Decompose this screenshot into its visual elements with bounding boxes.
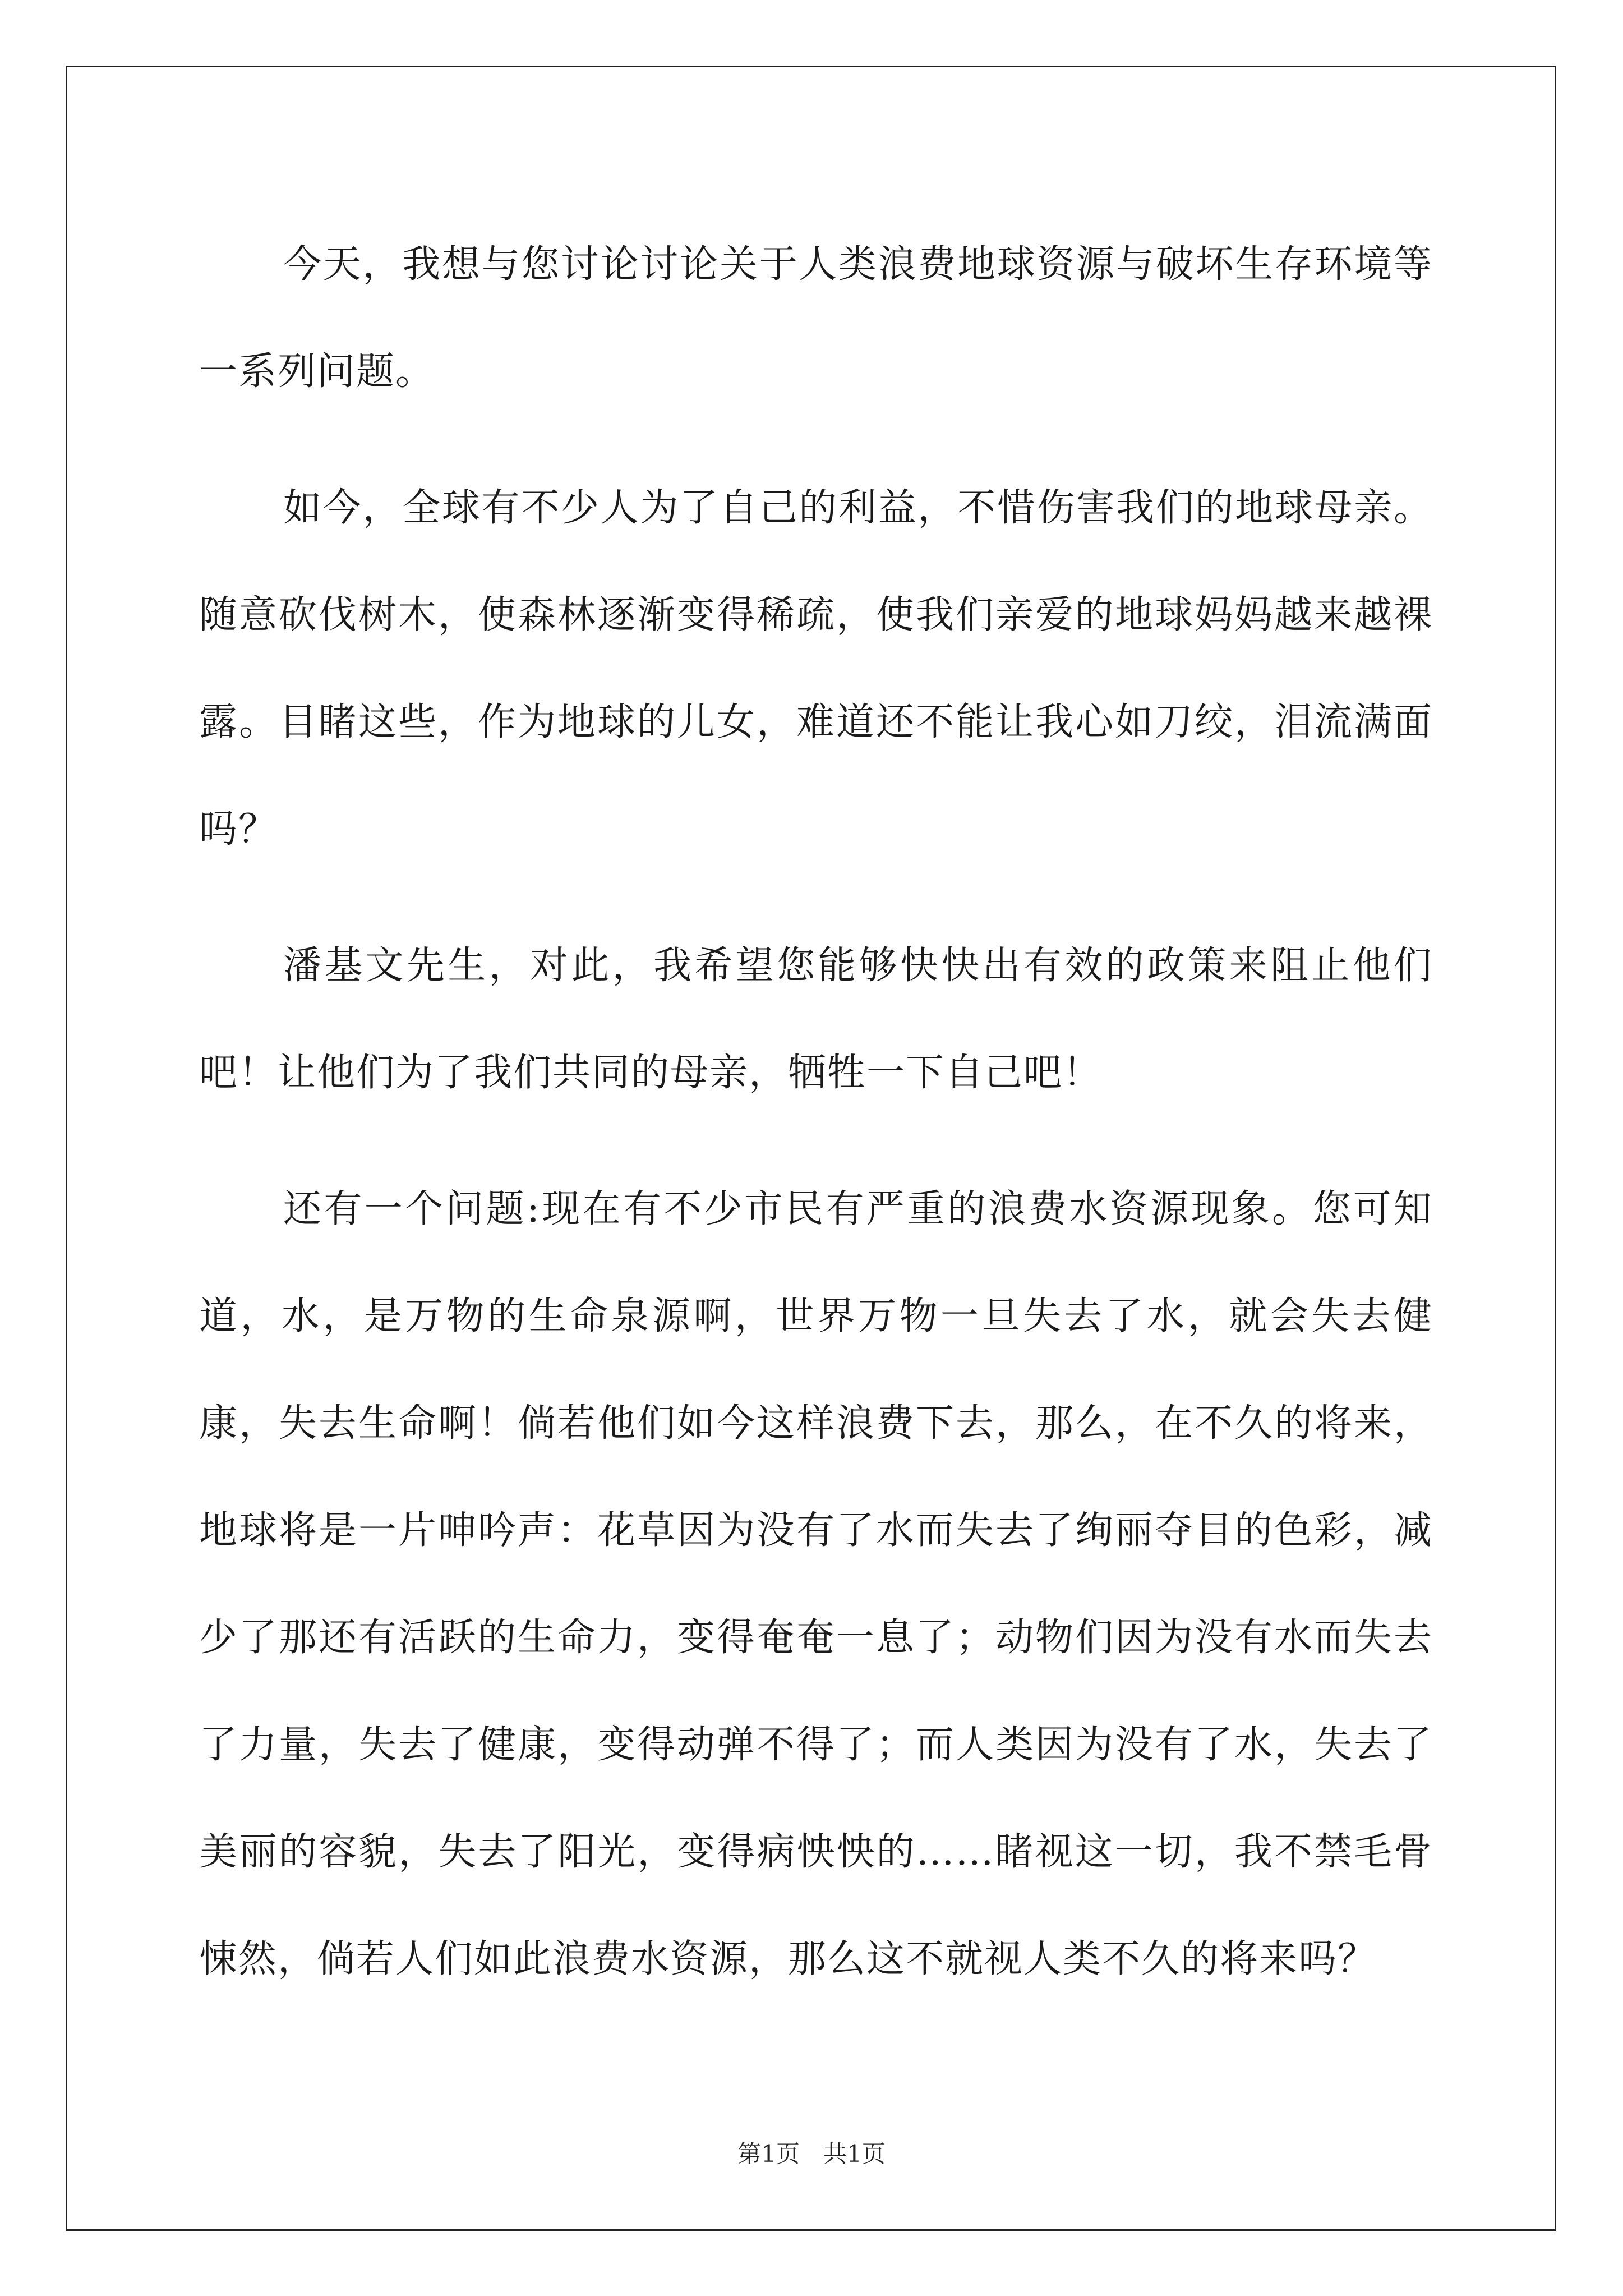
page-number-footer: 第1页 共1页	[737, 2140, 886, 2168]
paragraph-3: 潘基文先生，对此，我希望您能够快快出有效的政策来阻止他们吧！让他们为了我们共同的母亲，牺牲一下自己吧！	[199, 944, 1433, 1095]
paragraph-1: 今天，我想与您讨论讨论关于人类浪费地球资源与破坏生存环境等一系列问题。	[199, 242, 1433, 394]
paragraph-2: 如今，全球有不少人为了自己的利益，不惜伤害我们的地球母亲。随意砍伐树木，使森林逐渐变得稀疏，使我们亲爱的地球妈妈越来越裸露。目睹这些，作为地球的儿女，难道还不能让我心如刀绞，泪流满面吗？	[199, 486, 1433, 852]
document-body	[199, 211, 1433, 2042]
paragraph-4: 还有一个问题:现在有不少市民有严重的浪费水资源现象。您可知道，水，是万物的生命泉源啊，世界万物一旦失去了水，就会失去健康，失去生命啊！倘若他们如今这样浪费下去，那么，在不久的将来，地球将是一片呻吟声：花草因为没有了水而失去了绚丽夺目的色彩，减少了那还有活跃的生命力，变得奄奄一息了；动物们因为没有水而失去了力量，失去了健康，变得动弹不得了；而人类因为没有了水，失去了美丽的容貌，失去了阳光，变得病怏怏的……睹视这一切，我不禁毛骨悚然，倘若人们如此浪费水资源，那么这不就视人类不久的将来吗？	[199, 1187, 1433, 1981]
